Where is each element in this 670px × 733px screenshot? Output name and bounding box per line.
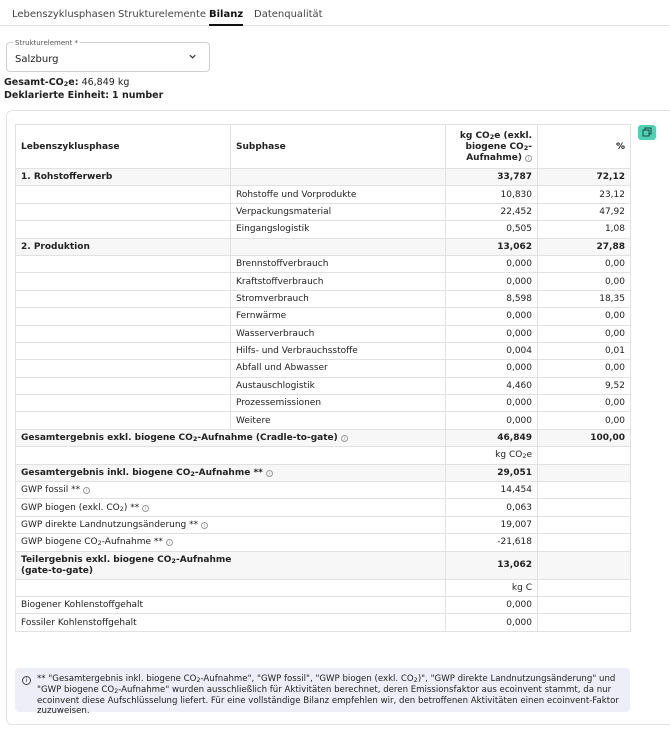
note-text: ** "Gesamtergebnis inkl. biogene CO2-Aufnahme", "GWP fossil", "GWP biogen (exkl. CO2)", "GWP direkte Landnutzungsänderung" und "GWP biogene CO2-Aufnahme" wurden ausschließlich für Aktivitäten berechnet, deren Emissionsfaktor aus ecoinvent stammt, da nur ecoinvent diese Aufschlüsselung liefert. Für eine vollständige Bilanz empfehlen wir, den betroffenen Aktivitäten einen ecoinvent-Faktor zuzuweisen. [37, 674, 619, 716]
header-pct: % [538, 125, 631, 169]
gwp-kg: 14,454 [446, 482, 538, 499]
pct-cell: 1,08 [538, 221, 631, 238]
total-incl-kg: 29,051 [446, 464, 538, 481]
phase-cell [16, 255, 231, 272]
unit-kgco2e: kg CO2e [446, 447, 538, 464]
kg-cell: 33,787 [446, 169, 538, 186]
header-phase: Lebenszyklusphase [16, 125, 231, 169]
pct-cell: 0,00 [538, 395, 631, 412]
subphase-cell: Eingangslogistik [231, 221, 446, 238]
phase-cell [16, 412, 231, 429]
subphase-cell: Fernwärme [231, 308, 446, 325]
kg-cell: 0,000 [446, 325, 538, 342]
kg-cell: 0,505 [446, 221, 538, 238]
phase-cell [16, 221, 231, 238]
phase-cell [16, 290, 231, 307]
gwp-row [16, 482, 631, 499]
subphase-row [16, 377, 631, 394]
info-icon[interactable]: i [341, 435, 348, 442]
subphase-cell [231, 238, 446, 255]
total-excl-kg: 46,849 [446, 429, 538, 446]
subphase-row [16, 395, 631, 412]
gwp-row [16, 499, 631, 516]
table-body [16, 169, 631, 430]
subphase-row [16, 412, 631, 429]
pct-cell: 9,52 [538, 377, 631, 394]
pct-cell: 0,01 [538, 342, 631, 359]
pct-cell: 0,00 [538, 325, 631, 342]
gwp-row [16, 534, 631, 551]
pct-cell: 0,00 [538, 308, 631, 325]
kg-cell: 0,000 [446, 395, 538, 412]
tab-bar [0, 0, 670, 26]
gwp-body [16, 482, 631, 552]
subphase-cell [231, 169, 446, 186]
subphase-row [16, 342, 631, 359]
gwp-label: GWP biogen (exkl. CO2) ** i [16, 499, 446, 516]
phase-cell [16, 186, 231, 203]
unit-kgc: kg C [446, 579, 538, 596]
carbon-row [16, 596, 631, 613]
pct-cell: 23,12 [538, 186, 631, 203]
declared-unit-line: Deklarierte Einheit: 1 number [4, 90, 164, 101]
subphase-cell: Austauschlogistik [231, 377, 446, 394]
kg-cell: 0,000 [446, 360, 538, 377]
info-note [15, 668, 630, 716]
total-incl-row [16, 464, 631, 481]
phase-cell [16, 342, 231, 359]
pct-cell: 72,12 [538, 169, 631, 186]
declared-unit-value: 1 number [112, 90, 164, 101]
gwp-label: GWP fossil ** i [16, 482, 446, 499]
kg-cell: 0,000 [446, 412, 538, 429]
info-icon[interactable]: i [201, 522, 208, 529]
kg-cell: 10,830 [446, 186, 538, 203]
info-icon[interactable]: i [525, 155, 532, 162]
partial-row [16, 551, 631, 579]
phase-row [16, 238, 631, 255]
tab-bilanz[interactable]: Bilanz [209, 9, 243, 26]
subphase-row [16, 255, 631, 272]
subphase-cell: Rohstoffe und Vorprodukte [231, 186, 446, 203]
phase-cell [16, 377, 231, 394]
kg-cell: 13,062 [446, 238, 538, 255]
carbon-label: Fossiler Kohlenstoffgehalt [16, 614, 446, 631]
header-kg: kg CO2e (exkl. biogene CO2-Aufnahme) i [446, 125, 538, 169]
total-excl-row [16, 429, 631, 446]
copy-button[interactable] [638, 125, 656, 140]
total-incl-label: Gesamtergebnis inkl. biogene CO2-Aufnahme ** i [16, 464, 446, 481]
kg-cell: 0,000 [446, 255, 538, 272]
carbon-kg: 0,000 [446, 596, 538, 613]
phase-cell: 1. Rohstofferwerb [16, 169, 231, 186]
kg-cell: 0,000 [446, 273, 538, 290]
gwp-row [16, 516, 631, 533]
kg-cell: 8,598 [446, 290, 538, 307]
info-icon[interactable]: i [142, 505, 149, 512]
header-subphase: Subphase [231, 125, 446, 169]
carbon-body [16, 596, 631, 631]
subphase-cell: Wasserverbrauch [231, 325, 446, 342]
gwp-kg: 19,007 [446, 516, 538, 533]
carbon-kg: 0,000 [446, 614, 538, 631]
subphase-cell: Stromverbrauch [231, 290, 446, 307]
gwp-kg: 0,063 [446, 499, 538, 516]
gwp-label: GWP biogene CO2-Aufnahme ** i [16, 534, 446, 551]
carbon-label: Biogener Kohlenstoffgehalt [16, 596, 446, 613]
info-icon[interactable]: i [166, 539, 173, 546]
subphase-row [16, 273, 631, 290]
pct-cell: 0,00 [538, 273, 631, 290]
phase-cell [16, 308, 231, 325]
pct-cell: 0,00 [538, 412, 631, 429]
info-icon[interactable]: i [266, 470, 273, 477]
unit-row [16, 447, 631, 464]
info-icon: i [22, 676, 31, 685]
copy-icon [642, 127, 652, 137]
phase-cell [16, 395, 231, 412]
phase-cell [16, 325, 231, 342]
subphase-row [16, 360, 631, 377]
partial-label: Teilergebnis exkl. biogene CO2-Aufnahme (gate-to-gate) [16, 551, 446, 579]
pct-cell: 47,92 [538, 203, 631, 220]
kg-cell: 0,000 [446, 308, 538, 325]
subphase-cell: Abfall und Abwasser [231, 360, 446, 377]
gwp-kg: -21,618 [446, 534, 538, 551]
select-value: Salzburg [15, 54, 59, 65]
subphase-row [16, 221, 631, 238]
select-label: Strukturelement * [15, 39, 79, 47]
tab-strukturelemente[interactable]: Strukturelemente [118, 9, 207, 20]
unit-row-c [16, 579, 631, 596]
tab-datenqualitaet[interactable]: Datenqualität [254, 9, 323, 20]
total-co2-line: Gesamt-CO2e: 46,849 kg [4, 77, 130, 88]
subphase-row [16, 308, 631, 325]
subphase-cell: Prozessemissionen [231, 395, 446, 412]
subphase-cell: Kraftstoffverbrauch [231, 273, 446, 290]
kg-cell: 22,452 [446, 203, 538, 220]
pct-cell: 0,00 [538, 255, 631, 272]
pct-cell: 0,00 [538, 360, 631, 377]
balance-table [15, 124, 631, 632]
strukturelement-select[interactable] [6, 39, 210, 72]
subphase-row [16, 325, 631, 342]
gwp-label: GWP direkte Landnutzungsänderung ** i [16, 516, 446, 533]
total-excl-pct: 100,00 [538, 429, 631, 446]
table-header-row [16, 125, 631, 169]
subphase-cell: Weitere [231, 412, 446, 429]
phase-row [16, 169, 631, 186]
subphase-row [16, 203, 631, 220]
pct-cell: 27,88 [538, 238, 631, 255]
kg-cell: 0,004 [446, 342, 538, 359]
carbon-row [16, 614, 631, 631]
kg-cell: 4,460 [446, 377, 538, 394]
total-excl-label: Gesamtergebnis exkl. biogene CO2-Aufnahme (Cradle-to-gate) i [16, 429, 446, 446]
subphase-cell: Brennstoffverbrauch [231, 255, 446, 272]
info-icon[interactable]: i [83, 487, 90, 494]
subphase-cell: Hilfs- und Verbrauchsstoffe [231, 342, 446, 359]
tab-lebenszyklusphasen[interactable]: Lebenszyklusphasen [12, 9, 116, 20]
partial-kg: 13,062 [446, 551, 538, 579]
subphase-cell: Verpackungsmaterial [231, 203, 446, 220]
phase-cell [16, 273, 231, 290]
chevron-down-icon [188, 52, 197, 64]
subphase-row [16, 186, 631, 203]
phase-cell: 2. Produktion [16, 238, 231, 255]
total-co2-value: 46,849 kg [81, 77, 130, 88]
phase-cell [16, 203, 231, 220]
pct-cell: 18,35 [538, 290, 631, 307]
phase-cell [16, 360, 231, 377]
subphase-row [16, 290, 631, 307]
